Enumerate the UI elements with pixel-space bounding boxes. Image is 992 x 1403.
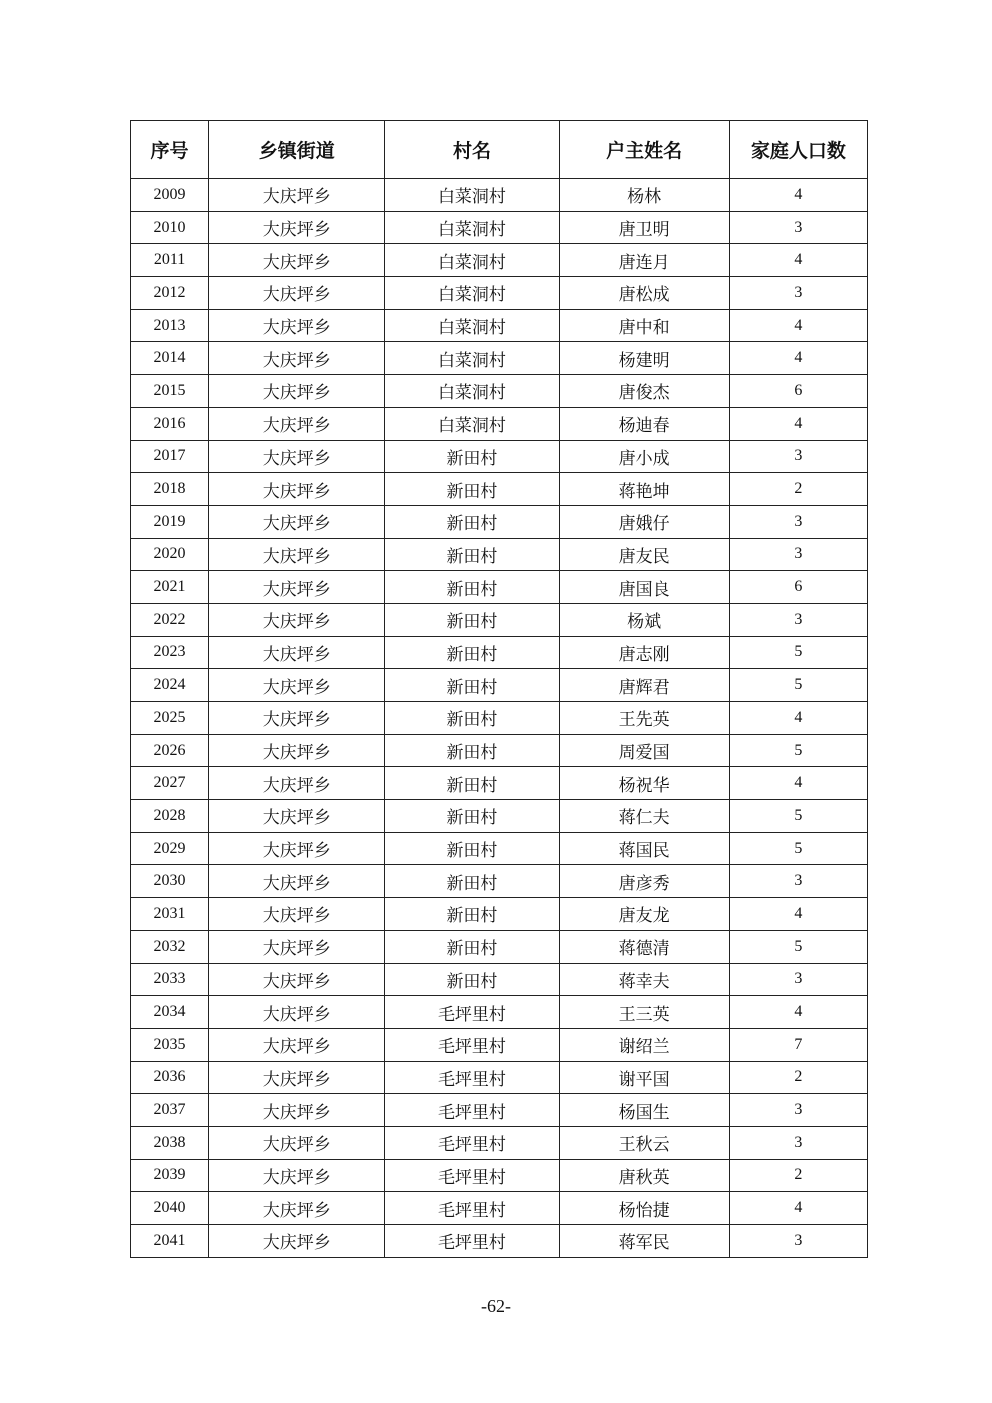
- cell-householder: 唐松成: [559, 277, 729, 310]
- cell-seq: 2031: [131, 898, 209, 931]
- cell-family-size: 3: [729, 277, 867, 310]
- cell-family-size: 3: [729, 603, 867, 636]
- cell-village: 白菜洞村: [385, 179, 559, 212]
- cell-family-size: 3: [729, 1094, 867, 1127]
- cell-family-size: 4: [729, 244, 867, 277]
- cell-town: 大庆坪乡: [209, 1094, 385, 1127]
- cell-seq: 2026: [131, 734, 209, 767]
- cell-seq: 2016: [131, 407, 209, 440]
- cell-family-size: 3: [729, 211, 867, 244]
- cell-town: 大庆坪乡: [209, 277, 385, 310]
- table-row: [131, 1094, 868, 1127]
- table-row: [131, 603, 868, 636]
- cell-householder: 唐秋英: [559, 1159, 729, 1192]
- cell-family-size: 3: [729, 505, 867, 538]
- cell-family-size: 4: [729, 179, 867, 212]
- cell-town: 大庆坪乡: [209, 179, 385, 212]
- cell-town: 大庆坪乡: [209, 734, 385, 767]
- cell-householder: 唐友龙: [559, 898, 729, 931]
- cell-town: 大庆坪乡: [209, 473, 385, 506]
- cell-village: 新田村: [385, 603, 559, 636]
- cell-householder: 周爱国: [559, 734, 729, 767]
- cell-village: 毛坪里村: [385, 1028, 559, 1061]
- cell-village: 白菜洞村: [385, 244, 559, 277]
- cell-town: 大庆坪乡: [209, 1061, 385, 1094]
- table-row: [131, 375, 868, 408]
- cell-householder: 杨迪春: [559, 407, 729, 440]
- cell-seq: 2024: [131, 669, 209, 702]
- cell-town: 大庆坪乡: [209, 603, 385, 636]
- cell-householder: 唐卫明: [559, 211, 729, 244]
- cell-householder: 唐连月: [559, 244, 729, 277]
- table-row: [131, 1225, 868, 1258]
- cell-village: 毛坪里村: [385, 1159, 559, 1192]
- cell-seq: 2021: [131, 571, 209, 604]
- cell-householder: 唐彦秀: [559, 865, 729, 898]
- table-row: [131, 800, 868, 833]
- cell-family-size: 2: [729, 1159, 867, 1192]
- cell-householder: 唐娥仔: [559, 505, 729, 538]
- cell-village: 白菜洞村: [385, 342, 559, 375]
- cell-village: 新田村: [385, 898, 559, 931]
- cell-town: 大庆坪乡: [209, 800, 385, 833]
- cell-town: 大庆坪乡: [209, 996, 385, 1029]
- cell-householder: 谢绍兰: [559, 1028, 729, 1061]
- cell-householder: 杨林: [559, 179, 729, 212]
- table-row: [131, 865, 868, 898]
- cell-village: 毛坪里村: [385, 1225, 559, 1258]
- cell-family-size: 4: [729, 898, 867, 931]
- cell-seq: 2010: [131, 211, 209, 244]
- cell-family-size: 3: [729, 1126, 867, 1159]
- cell-family-size: 5: [729, 669, 867, 702]
- cell-householder: 蒋仁夫: [559, 800, 729, 833]
- table-row: [131, 179, 868, 212]
- cell-family-size: 4: [729, 342, 867, 375]
- table-row: [131, 342, 868, 375]
- cell-seq: 2025: [131, 702, 209, 735]
- cell-town: 大庆坪乡: [209, 636, 385, 669]
- cell-town: 大庆坪乡: [209, 571, 385, 604]
- table-row: [131, 898, 868, 931]
- cell-seq: 2028: [131, 800, 209, 833]
- cell-householder: 唐俊杰: [559, 375, 729, 408]
- cell-town: 大庆坪乡: [209, 440, 385, 473]
- cell-householder: 杨国生: [559, 1094, 729, 1127]
- cell-family-size: 2: [729, 1061, 867, 1094]
- cell-town: 大庆坪乡: [209, 898, 385, 931]
- header-village: 村名: [385, 121, 559, 179]
- cell-seq: 2015: [131, 375, 209, 408]
- cell-householder: 杨斌: [559, 603, 729, 636]
- cell-town: 大庆坪乡: [209, 538, 385, 571]
- table-row: [131, 996, 868, 1029]
- cell-town: 大庆坪乡: [209, 865, 385, 898]
- cell-town: 大庆坪乡: [209, 1159, 385, 1192]
- cell-seq: 2040: [131, 1192, 209, 1225]
- cell-village: 白菜洞村: [385, 277, 559, 310]
- cell-householder: 唐小成: [559, 440, 729, 473]
- cell-seq: 2037: [131, 1094, 209, 1127]
- cell-village: 新田村: [385, 865, 559, 898]
- cell-village: 白菜洞村: [385, 309, 559, 342]
- cell-village: 毛坪里村: [385, 1192, 559, 1225]
- cell-town: 大庆坪乡: [209, 1192, 385, 1225]
- cell-householder: 王秋云: [559, 1126, 729, 1159]
- cell-town: 大庆坪乡: [209, 505, 385, 538]
- table-row: [131, 571, 868, 604]
- cell-village: 毛坪里村: [385, 1061, 559, 1094]
- cell-family-size: 4: [729, 407, 867, 440]
- cell-village: 新田村: [385, 767, 559, 800]
- cell-householder: 杨建明: [559, 342, 729, 375]
- cell-family-size: 6: [729, 375, 867, 408]
- cell-town: 大庆坪乡: [209, 702, 385, 735]
- header-seq: 序号: [131, 121, 209, 179]
- cell-seq: 2039: [131, 1159, 209, 1192]
- cell-householder: 谢平国: [559, 1061, 729, 1094]
- cell-seq: 2035: [131, 1028, 209, 1061]
- cell-village: 新田村: [385, 702, 559, 735]
- cell-seq: 2030: [131, 865, 209, 898]
- table-row: [131, 211, 868, 244]
- header-town: 乡镇街道: [209, 121, 385, 179]
- cell-householder: 唐国良: [559, 571, 729, 604]
- table-row: [131, 309, 868, 342]
- cell-town: 大庆坪乡: [209, 211, 385, 244]
- table-row: [131, 244, 868, 277]
- cell-seq: 2034: [131, 996, 209, 1029]
- cell-seq: 2023: [131, 636, 209, 669]
- cell-family-size: 2: [729, 473, 867, 506]
- cell-seq: 2032: [131, 930, 209, 963]
- cell-seq: 2014: [131, 342, 209, 375]
- cell-village: 新田村: [385, 538, 559, 571]
- table-row: [131, 473, 868, 506]
- cell-town: 大庆坪乡: [209, 1028, 385, 1061]
- cell-seq: 2022: [131, 603, 209, 636]
- cell-seq: 2018: [131, 473, 209, 506]
- cell-seq: 2038: [131, 1126, 209, 1159]
- cell-village: 新田村: [385, 440, 559, 473]
- cell-seq: 2020: [131, 538, 209, 571]
- cell-family-size: 5: [729, 734, 867, 767]
- cell-family-size: 4: [729, 702, 867, 735]
- cell-family-size: 4: [729, 996, 867, 1029]
- cell-village: 白菜洞村: [385, 407, 559, 440]
- table-row: [131, 767, 868, 800]
- cell-family-size: 4: [729, 309, 867, 342]
- cell-village: 白菜洞村: [385, 375, 559, 408]
- cell-town: 大庆坪乡: [209, 1225, 385, 1258]
- cell-family-size: 4: [729, 1192, 867, 1225]
- cell-family-size: 3: [729, 538, 867, 571]
- header-family-size: 家庭人口数: [729, 121, 867, 179]
- cell-family-size: 7: [729, 1028, 867, 1061]
- cell-family-size: 5: [729, 832, 867, 865]
- cell-family-size: 4: [729, 767, 867, 800]
- cell-village: 新田村: [385, 636, 559, 669]
- cell-householder: 王三英: [559, 996, 729, 1029]
- cell-family-size: 3: [729, 963, 867, 996]
- table-row: [131, 277, 868, 310]
- cell-village: 新田村: [385, 571, 559, 604]
- cell-seq: 2009: [131, 179, 209, 212]
- header-householder: 户主姓名: [559, 121, 729, 179]
- cell-seq: 2029: [131, 832, 209, 865]
- cell-family-size: 3: [729, 1225, 867, 1258]
- table-row: [131, 538, 868, 571]
- table-row: [131, 930, 868, 963]
- table-row: [131, 963, 868, 996]
- cell-family-size: 5: [729, 800, 867, 833]
- cell-town: 大庆坪乡: [209, 309, 385, 342]
- table-row: [131, 1028, 868, 1061]
- cell-family-size: 3: [729, 440, 867, 473]
- cell-householder: 唐中和: [559, 309, 729, 342]
- cell-seq: 2027: [131, 767, 209, 800]
- table-row: [131, 1192, 868, 1225]
- cell-village: 新田村: [385, 800, 559, 833]
- cell-town: 大庆坪乡: [209, 832, 385, 865]
- cell-householder: 蒋德清: [559, 930, 729, 963]
- cell-village: 新田村: [385, 505, 559, 538]
- table-row: [131, 440, 868, 473]
- cell-village: 毛坪里村: [385, 1094, 559, 1127]
- cell-householder: 杨祝华: [559, 767, 729, 800]
- table-header-row: [131, 121, 868, 179]
- cell-householder: 蒋幸夫: [559, 963, 729, 996]
- cell-town: 大庆坪乡: [209, 669, 385, 702]
- household-table: [130, 120, 868, 1258]
- cell-householder: 蒋军民: [559, 1225, 729, 1258]
- cell-village: 毛坪里村: [385, 1126, 559, 1159]
- cell-householder: 唐友民: [559, 538, 729, 571]
- table-row: [131, 669, 868, 702]
- cell-town: 大庆坪乡: [209, 1126, 385, 1159]
- cell-seq: 2017: [131, 440, 209, 473]
- cell-family-size: 5: [729, 930, 867, 963]
- cell-seq: 2013: [131, 309, 209, 342]
- table-row: [131, 1126, 868, 1159]
- table-body: [131, 179, 868, 1258]
- table-row: [131, 407, 868, 440]
- cell-family-size: 6: [729, 571, 867, 604]
- cell-seq: 2011: [131, 244, 209, 277]
- table-row: [131, 702, 868, 735]
- cell-town: 大庆坪乡: [209, 244, 385, 277]
- table-row: [131, 832, 868, 865]
- cell-village: 毛坪里村: [385, 996, 559, 1029]
- cell-town: 大庆坪乡: [209, 375, 385, 408]
- cell-village: 新田村: [385, 963, 559, 996]
- cell-town: 大庆坪乡: [209, 342, 385, 375]
- cell-householder: 王先英: [559, 702, 729, 735]
- cell-householder: 蒋国民: [559, 832, 729, 865]
- table-row: [131, 636, 868, 669]
- cell-village: 新田村: [385, 669, 559, 702]
- cell-village: 新田村: [385, 930, 559, 963]
- cell-town: 大庆坪乡: [209, 407, 385, 440]
- cell-village: 新田村: [385, 734, 559, 767]
- cell-town: 大庆坪乡: [209, 963, 385, 996]
- cell-village: 新田村: [385, 473, 559, 506]
- cell-householder: 杨怡捷: [559, 1192, 729, 1225]
- cell-village: 新田村: [385, 832, 559, 865]
- cell-seq: 2036: [131, 1061, 209, 1094]
- cell-seq: 2019: [131, 505, 209, 538]
- cell-householder: 唐辉君: [559, 669, 729, 702]
- cell-town: 大庆坪乡: [209, 767, 385, 800]
- cell-family-size: 5: [729, 636, 867, 669]
- cell-seq: 2012: [131, 277, 209, 310]
- cell-family-size: 3: [729, 865, 867, 898]
- page-number: -62-: [481, 1296, 511, 1316]
- cell-town: 大庆坪乡: [209, 930, 385, 963]
- table-row: [131, 1159, 868, 1192]
- table-row: [131, 1061, 868, 1094]
- cell-village: 白菜洞村: [385, 211, 559, 244]
- table-row: [131, 734, 868, 767]
- cell-householder: 蒋艳坤: [559, 473, 729, 506]
- cell-seq: 2041: [131, 1225, 209, 1258]
- cell-householder: 唐志刚: [559, 636, 729, 669]
- cell-seq: 2033: [131, 963, 209, 996]
- table-row: [131, 505, 868, 538]
